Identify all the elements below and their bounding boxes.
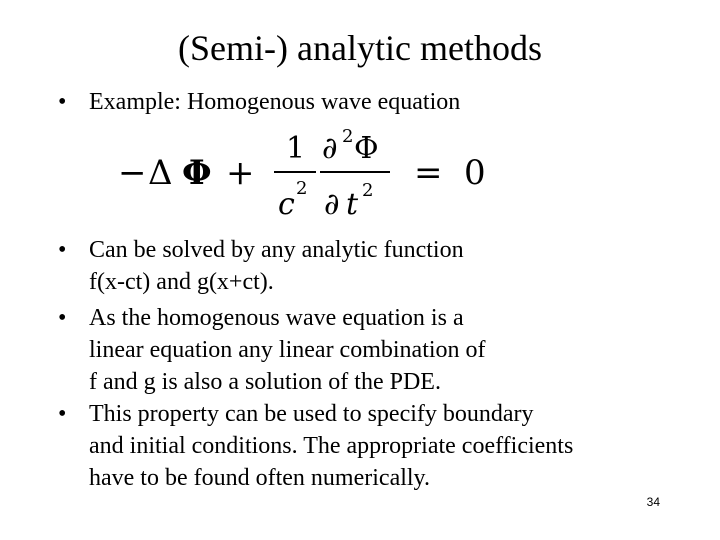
bullet-line: and initial conditions. The appropriate coefficients: [89, 433, 574, 459]
fraction-1-denominator: c: [278, 187, 295, 220]
bullet-line: f(x-ct) and g(x+ct).: [89, 269, 274, 295]
bullet-solution: [58, 234, 698, 298]
bullet-dot: •: [58, 237, 67, 263]
fraction-1-exponent: 2: [296, 178, 308, 199]
fraction-2-denominator-t: t: [346, 187, 359, 220]
bullet-line: f and g is also a solution of the PDE.: [89, 369, 441, 395]
bullet-dot: •: [58, 305, 67, 331]
bullet-line: This property can be used to specify boundary: [89, 401, 534, 427]
bullet-text: [89, 302, 698, 398]
fraction-2-denominator-partial: ∂: [324, 187, 340, 220]
equation-laplace: Δ: [148, 153, 173, 193]
equation-plus: +: [226, 153, 255, 193]
bullet-linear-combination: [58, 302, 698, 398]
bullet-line: linear equation any linear combination of: [89, 337, 486, 363]
fraction-2-numerator-phi: Φ: [354, 131, 379, 166]
wave-equation: [116, 128, 496, 220]
bullet-dot: •: [58, 401, 67, 427]
bullet-text: [89, 234, 698, 298]
bullet-line: have to be found often numerically.: [89, 465, 430, 491]
bullet-line: Can be solved by any analytic function: [89, 237, 464, 263]
page-number: 34: [646, 495, 660, 509]
bullet-line: Example: Homogenous wave equation: [89, 89, 461, 115]
fraction-2-numerator-partial: ∂: [322, 131, 338, 166]
equation-minus: −: [118, 153, 147, 193]
equation-equals: =: [414, 153, 443, 193]
bullet-text: [89, 398, 698, 494]
bullet-text: [89, 86, 698, 118]
fraction-2-denominator-exponent: 2: [362, 180, 374, 201]
bullet-example: [58, 86, 698, 118]
slide-title: (Semi-) analytic methods: [178, 28, 542, 68]
bullet-boundary-conditions: [58, 398, 698, 494]
bullet-dot: •: [58, 89, 67, 115]
bullet-line: As the homogenous wave equation is a: [89, 305, 464, 331]
fraction-2-numerator-exponent: 2: [342, 128, 354, 147]
fraction-1-numerator: 1: [286, 131, 306, 166]
equation-rhs: 0: [464, 153, 486, 193]
equation-phi: Φ: [182, 153, 212, 193]
